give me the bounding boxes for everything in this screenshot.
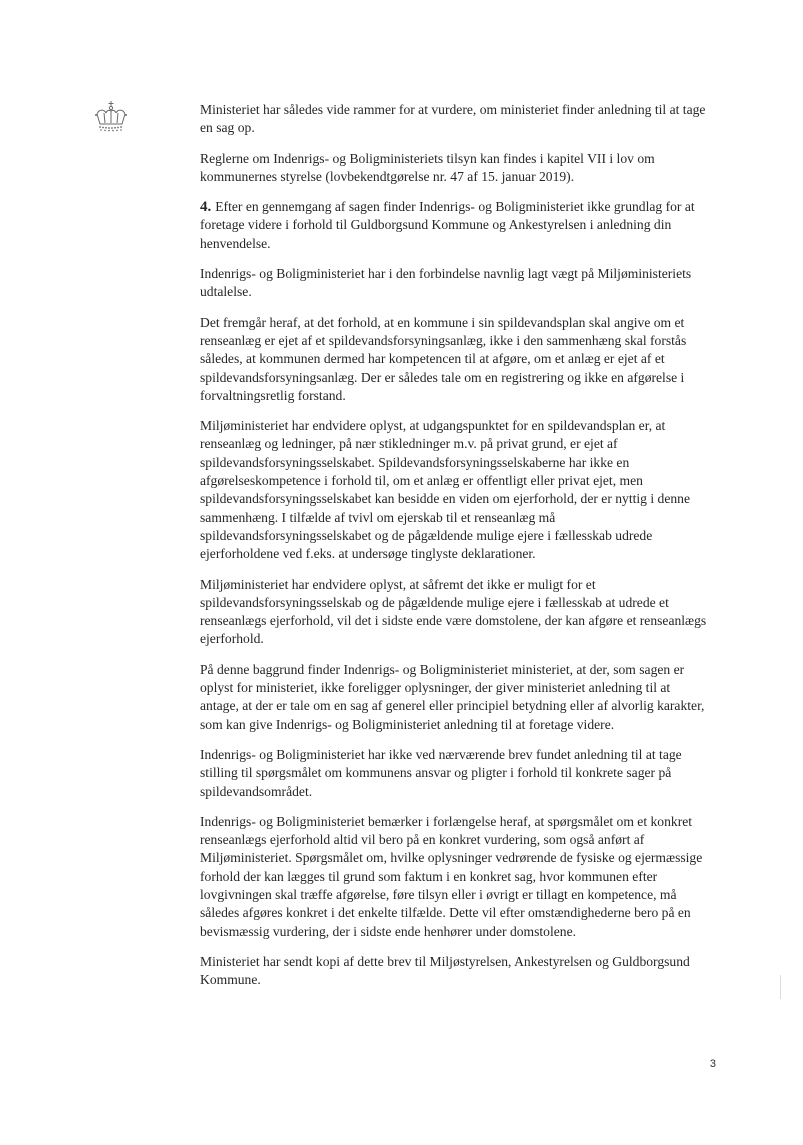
- paragraph: Indenrigs- og Boligministeriet bemærker i forlængelse heraf, at spørgsmålet om et konkret renseanlægs ejerforhold altid vil bero på en konkret vurdering, som også anført af Miljøministeriet. Spørgsmålet om, hvilke oplysninger vedrørende de fysiske og ejermæssige forhold der kan lægges til grund som faktum i en konkret sag, hvor kommunen efter lovgivningen skal træffe afgørelse, føre tilsyn eller i øvrigt er tillagt en kompetence, må således afgøres konkret i det enkelte tilfælde. Dette vil efter omstændighederne bero på en bevismæssig vurdering, der i sidste ende henhører under domstolene.: [200, 813, 703, 939]
- section-number: 4.: [200, 199, 212, 216]
- paragraph: Miljøministeriet har endvidere oplyst, at udgangspunktet for en spildevandsplan er, at renseanlæg og ledninger, på nær stikledninger m.v. på privat grund, er ejet af spildevandsforsyningsselskabet. Spildevandsforsyningsselskaberne har ikke en afgørelseskompetence i forhold til, om et anlæg er offentligt eller privat ejet, men spildevandsforsyningsselskabet kan besidde en viden om ejerforhold, der er nyttig i denne sammenhæng. I tilfælde af tvivl om ejerskab til et renseanlæg må spildevandsforsyningsselskabet og de pågældende mulige ejere i fællesskab udrede ejerforholdene ved f.eks. at undersøge tinglyste deklarationer.: [200, 418, 691, 562]
- paragraph: Miljøministeriet har endvidere oplyst, at såfremt det ikke er muligt for et spildevandsforsyningsselskab og de pågældende mulige ejere i fællesskab at udrede et renseanlægs ejerforhold, vil det i sidste ende være domstolene, der kan afgøre et renseanlægs ejerforhold.: [200, 576, 707, 647]
- scan-margin-mark: [780, 975, 781, 999]
- paragraph: Det fremgår heraf, at det forhold, at en kommune i sin spildevandsplan skal angive om et renseanlæg er ejet af et spildevandsforsyningsanlæg, ikke i den sammenhæng skal forstås således, at kommunen dermed har kompetencen til at afgøre, om et anlæg er ejet af et spildevandsforsyningsanlæg. Der er således tale om en registrering og ikke en afgørelse i forvaltningsretlig forstand.: [200, 314, 687, 403]
- paragraph: Reglerne om Indenrigs- og Boligministeriets tilsyn kan findes i kapitel VII i lov om kommunernes styrelse (lovbekendtgørelse nr. 47 af 15. januar 2019).: [200, 150, 655, 184]
- paragraph: Ministeriet har sendt kopi af dette brev til Miljøstyrelsen, Ankestyrelsen og Guldborgsund Kommune.: [200, 953, 690, 988]
- paragraph: Indenrigs- og Boligministeriet har i den forbindelse navnlig lagt vægt på Miljøministeriets udtalelse.: [200, 266, 692, 300]
- paragraph: Indenrigs- og Boligministeriet har ikke ved nærværende brev fundet anledning til at tage stilling til spørgsmålet om kommunens ansvar og pligter i forhold til konkrete sager på spildevandsområdet.: [200, 746, 682, 799]
- page-number: 3: [709, 1058, 716, 1070]
- crown-icon: [92, 100, 130, 132]
- section-paragraph: 4. Efter en gennemgang af sagen finder Indenrigs- og Boligministeriet ikke grundlag for at foretage videre i forhold til Guldborgsund Kommune og Ankestyrelsen i anledning din henvendelse.: [200, 199, 695, 251]
- letter-body: [200, 101, 712, 989]
- paragraph: Ministeriet har således vide rammer for at vurdere, om ministeriet finder anledning til at tage en sag op.: [200, 102, 706, 136]
- paragraph: På denne baggrund finder Indenrigs- og Boligministeriet ministeriet, at der, som sagen er oplyst for ministeriet, ikke foreligger oplysninger, der giver ministeriet anledning til at antage, at der er tale om en sag af generel eller principiel betydning eller af alvorlig karakter, som kan give Indenrigs- og Boligministeriet anledning til at foretage videre.: [200, 661, 705, 732]
